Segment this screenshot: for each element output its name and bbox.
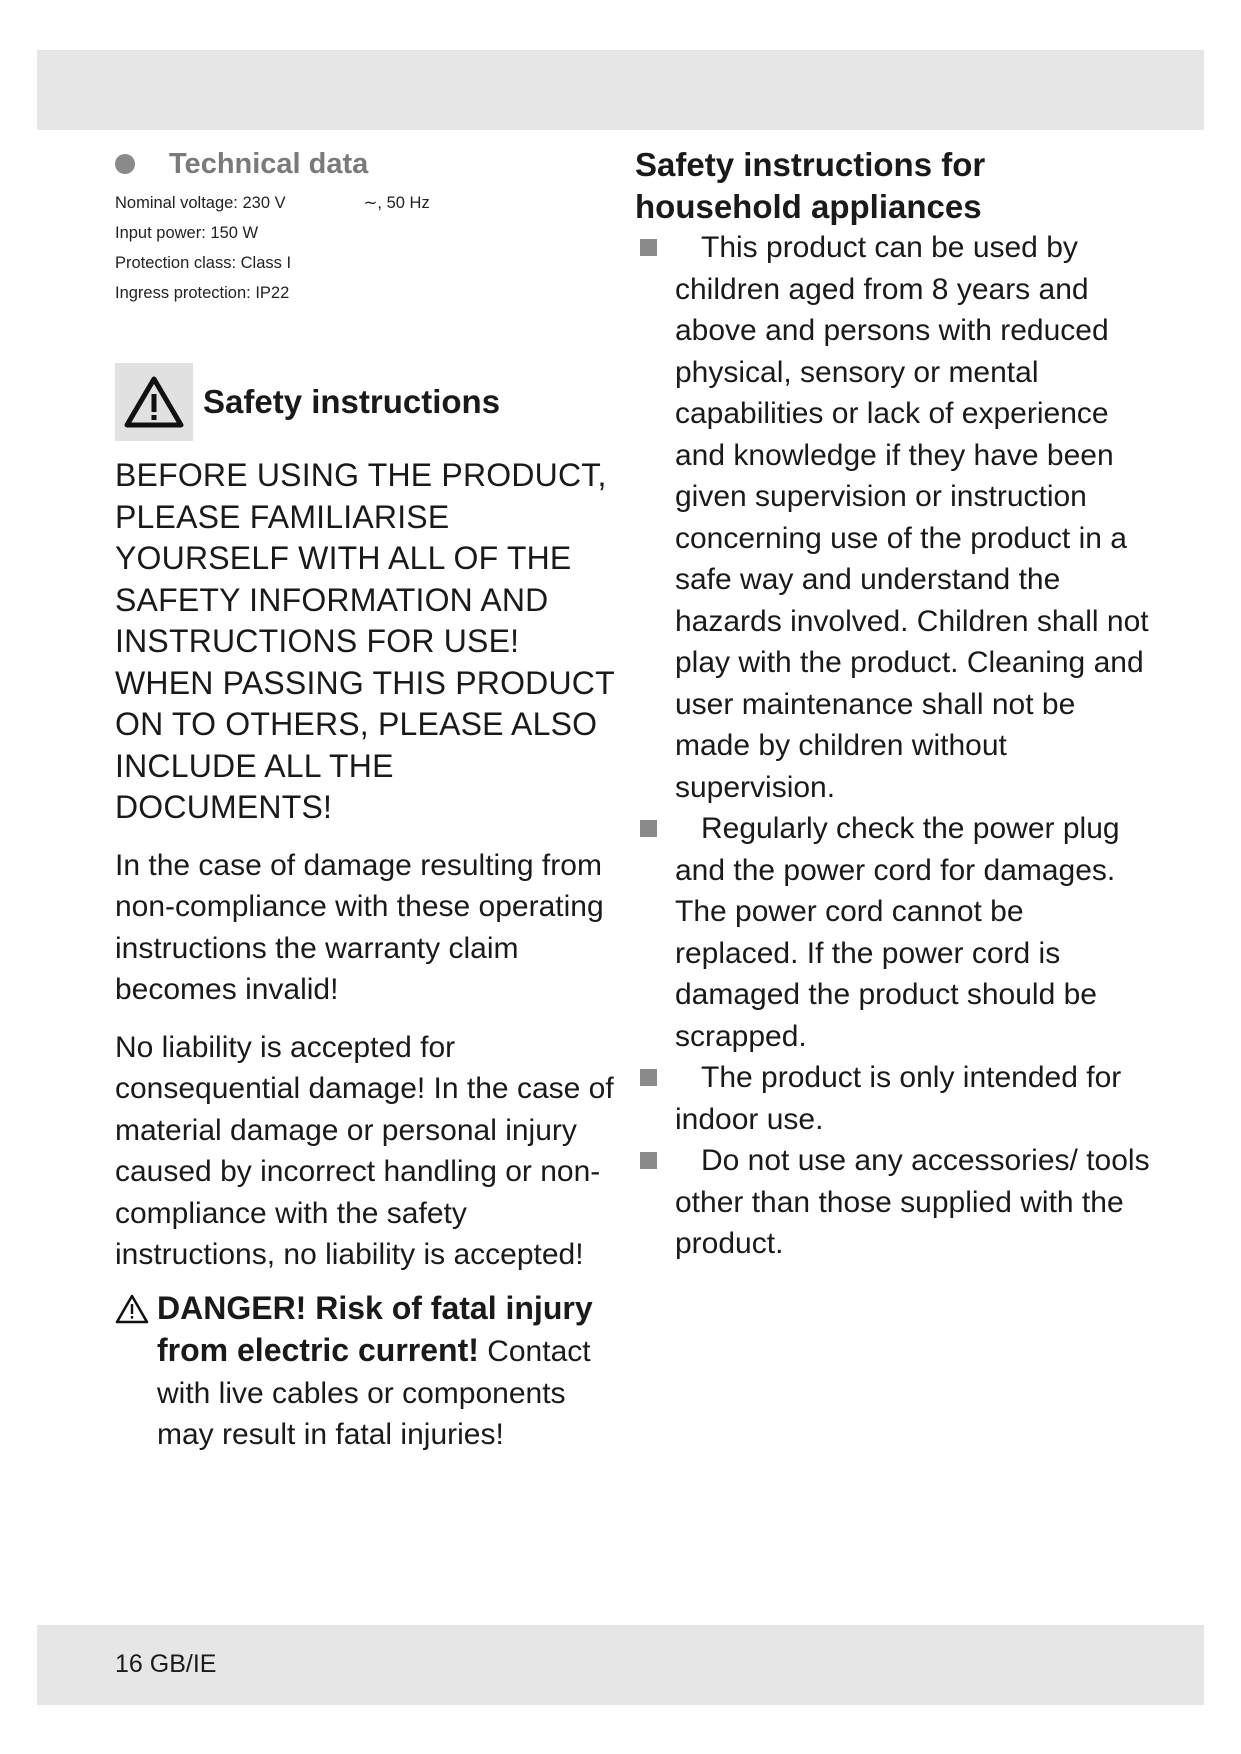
page-number: 16 GB/IE	[115, 1650, 217, 1678]
header-band	[37, 50, 1204, 130]
danger-body: Contact with live cables or components may result in fatal injuries!	[157, 1335, 591, 1451]
square-bullet-icon	[640, 820, 657, 837]
danger-warning-icon	[115, 1288, 157, 1456]
bullet-text: Regularly check the power plug and the power cord for damages. The power cord cannot be replaced. If the power cord is damaged the product should be scrapped.	[675, 812, 1120, 1053]
left-column	[115, 140, 615, 1456]
nominal-voltage: Nominal voltage: 230 V	[115, 194, 286, 212]
danger-headline: DANGER! Risk of fatal injury from electric current!	[157, 1289, 593, 1368]
technical-data-list	[115, 188, 615, 308]
safety-instructions-title: Safety instructions	[203, 383, 501, 420]
list-item	[635, 808, 1155, 1057]
warning-triangle-icon	[115, 363, 193, 441]
list-item	[635, 227, 1155, 808]
safety-instructions-heading	[115, 363, 615, 441]
bullet-text: Do not use any accessories/ tools other than those supplied with the product.	[675, 1144, 1150, 1260]
liability-paragraph: No liability is accepted for consequential damage! In the case of material damage or personal injury caused by incorrect handling or non-compliance with the safety instructions, no liability is accepted!	[115, 1030, 614, 1271]
bullet-text: This product can be used by children aged from 8 years and above and persons with reduced physical, sensory or mental capabilities or lack of experience and knowledge if they have been given supervision or instruction concerning use of the product in a safe way and understand the hazards involved. Children shall not play with the product. Cleaning and user maintenance shall not be made by children without supervision.	[675, 231, 1149, 804]
square-bullet-icon	[640, 1152, 657, 1169]
right-column	[635, 140, 1155, 1265]
ingress-protection-row: Ingress protection: IP22	[115, 284, 290, 302]
danger-notice	[115, 1288, 615, 1456]
warranty-paragraph: In the case of damage resulting from non-compliance with these operating instructions the warranty claim becomes invalid!	[115, 848, 604, 1006]
household-safety-title: Safety instructions for household appliances	[635, 146, 986, 225]
input-power-row: Input power: 150 W	[115, 224, 259, 242]
danger-text	[157, 1288, 615, 1456]
protection-class-row: Protection class: Class I	[115, 254, 292, 272]
bullet-text: The product is only intended for indoor use.	[675, 1061, 1122, 1136]
list-item	[635, 1140, 1155, 1265]
square-bullet-icon	[640, 1069, 657, 1086]
caps-warning-paragraph: BEFORE USING THE PRODUCT, PLEASE FAMILIARISE YOURSELF WITH ALL OF THE SAFETY INFORMATION AND INSTRUCTIONS FOR USE! WHEN PASSING THIS PRODUCT ON TO OTHERS, PLEASE ALSO INCLUDE ALL THE DOCUMENTS!	[115, 457, 615, 825]
square-bullet-icon	[640, 239, 657, 256]
bullet-dot-icon	[115, 154, 135, 174]
frequency: ∼, 50 Hz	[363, 194, 430, 212]
technical-data-title: Technical data	[169, 147, 369, 180]
nominal-voltage-row	[115, 188, 615, 218]
technical-data-heading	[115, 140, 615, 188]
list-item	[635, 1057, 1155, 1140]
